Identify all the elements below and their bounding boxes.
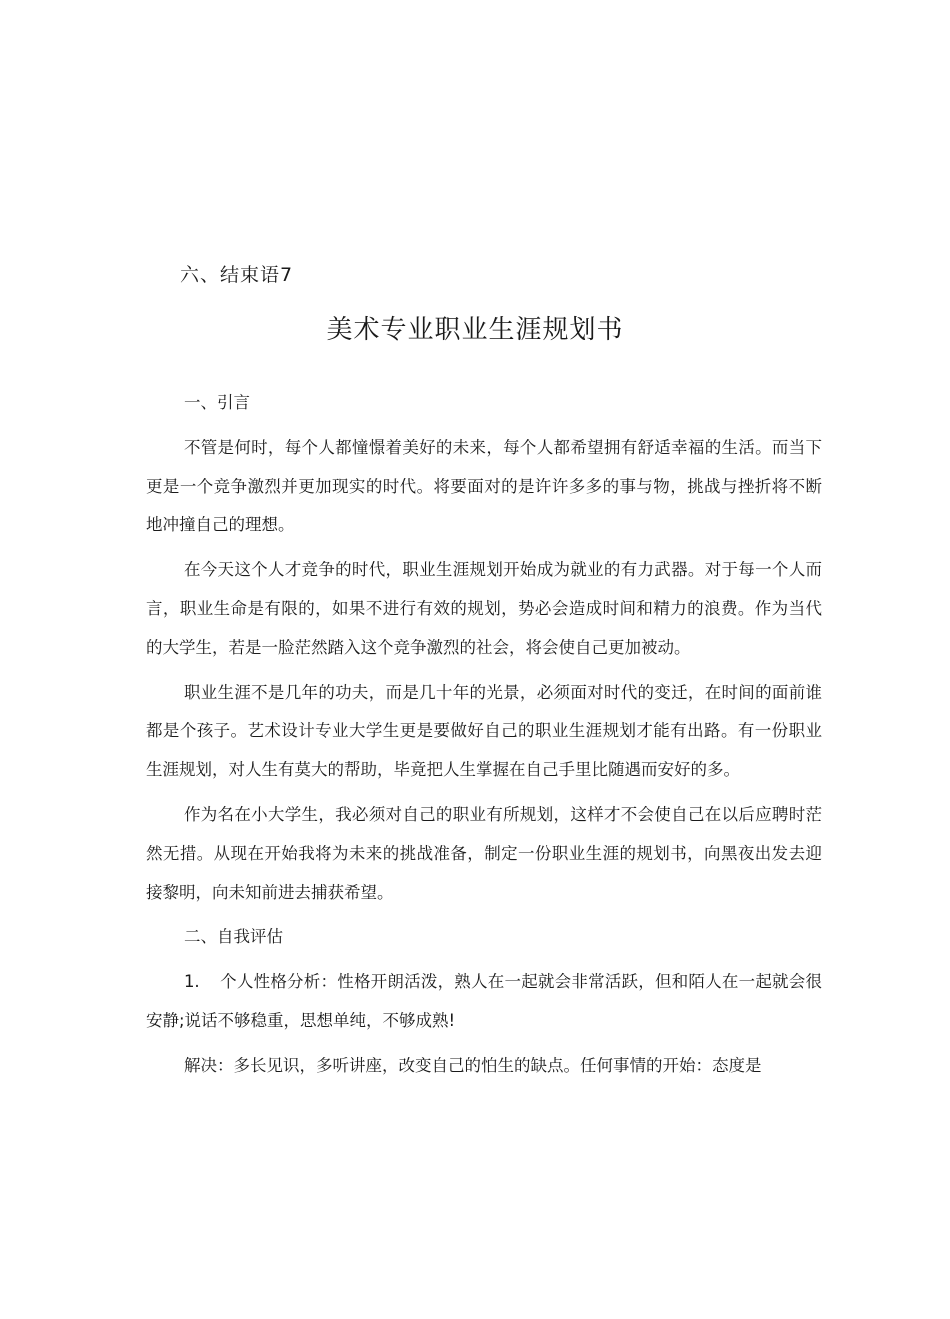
section-heading-self-assessment: 二、自我评估 <box>183 927 283 947</box>
document-title: 美术专业职业生涯规划书 <box>326 315 624 345</box>
document-body <box>146 378 822 1086</box>
list-item-personality-analysis <box>146 963 822 1041</box>
list-item-number: 1. <box>183 972 200 992</box>
section-heading-introduction: 一、引言 <box>183 393 250 412</box>
toc-entry-conclusion: 六、结束语7 <box>180 264 294 286</box>
paragraph-intro-2: 在今天这个人才竞争的时代，职业生涯规划开始成为就业的有力武器。对于每一个人而言，职业生命是有限的，如果不进行有效的规划，势必会造成时间和精力的浪费。作为当代的大学生，若是一脸茫然踏入这个竞争激烈的社会，将会使自己更加被动。 <box>146 560 822 657</box>
paragraph-intro-1: 不管是何时，每个人都憧憬着美好的未来，每个人都希望拥有舒适幸福的生活。而当下更是一个竞争激烈并更加现实的时代。将要面对的是许许多多的事与物，挑战与挫折将不断地冲撞自己的理想。 <box>146 437 822 535</box>
paragraph-intro-3: 职业生涯不是几年的功夫，而是几十年的光景，必须面对时代的变迁，在时间的面前谁都是个孩子。艺术设计专业大学生更是要做好自己的职业生涯规划才能有出路。有一份职业生涯规划，对人生有莫大的帮助，毕竟把人生掌握在自己手里比随遇而安好的多。 <box>146 682 822 780</box>
paragraph-solution: 解决：多长见识，多听讲座，改变自己的怕生的缺点。任何事情的开始：态度是 <box>183 1055 762 1075</box>
paragraph-intro-4: 作为名在小大学生，我必须对自己的职业有所规划，这样才不会使自己在以后应聘时茫然无措。从现在开始我将为未来的挑战准备，制定一份职业生涯的规划书，向黑夜出发去迎接黎明，向未知前进去捕获希望。 <box>146 804 822 902</box>
list-item-text: 个人性格分析：性格开朗活泼，熟人在一起就会非常活跃，但和陌人在一起就会很安静;说话不够稳重，思想单纯，不够成熟! <box>146 972 822 1030</box>
